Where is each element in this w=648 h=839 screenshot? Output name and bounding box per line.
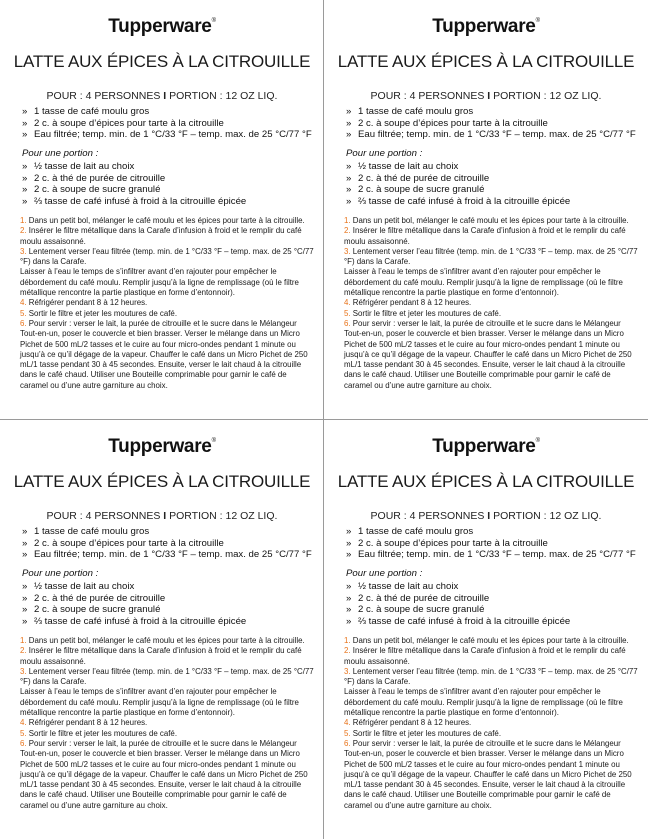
step-text: Laisser à l’eau le temps de s’infiltrer avant d’en rajouter pour empêcher le débordement du café moulu. Remplir jusqu’à la ligne de remplissage (où le filtre métallique rencontre la partie plastique en forme d’entonnoir). bbox=[344, 267, 623, 298]
step bbox=[20, 309, 316, 319]
step-number: 4. bbox=[20, 718, 27, 728]
step-text: Insérer le filtre métallique dans la Carafe d’infusion à froid et le remplir du café moulu assaisonné. bbox=[344, 226, 626, 246]
portion-ingredient-list bbox=[346, 581, 638, 627]
ingredient-item: » Eau filtrée; temp. min. de 1 °C/33 °F – temp. max. de 25 °C/77 °F bbox=[22, 129, 314, 141]
step bbox=[344, 267, 640, 298]
serving-info bbox=[0, 90, 324, 102]
step bbox=[20, 718, 316, 728]
portion-label: Pour une portion : bbox=[22, 568, 99, 579]
portion-ingredient-item: » ½ tasse de lait au choix bbox=[22, 581, 314, 593]
portion-size-text: PORTION : 12 OZ LIQ. bbox=[169, 90, 278, 102]
step-text: Dans un petit bol, mélanger le café moulu et les épices pour tarte à la citrouille. bbox=[350, 636, 629, 645]
serving-separator: I bbox=[487, 90, 491, 102]
recipe-title: LATTE AUX ÉPICES À LA CITROUILLE bbox=[13, 472, 311, 491]
step-text: Laisser à l’eau le temps de s’infiltrer avant d’en rajouter pour empêcher le débordement du café moulu. Remplir jusqu’à la ligne de remplissage (où le filtre métallique rencontre la partie plastique en forme d’entonnoir). bbox=[20, 687, 299, 718]
step-text: Lentement verser l’eau filtrée (temp. min. de 1 °C/33 °F – temp. max. de 25 °C/77 °F) dans la Carafe. bbox=[20, 666, 314, 687]
step bbox=[20, 729, 316, 739]
portion-ingredient-item: » 2 c. à soupe de sucre granulé bbox=[22, 604, 314, 616]
ingredient-list bbox=[346, 526, 638, 561]
step bbox=[344, 636, 640, 646]
instruction-steps bbox=[344, 636, 640, 811]
portion-ingredient-item: » 2 c. à thé de purée de citrouille bbox=[22, 593, 314, 605]
ingredient-item: » Eau filtrée; temp. min. de 1 °C/33 °F – temp. max. de 25 °C/77 °F bbox=[346, 549, 638, 561]
brand-logo: Tupperware® bbox=[432, 436, 540, 457]
step bbox=[344, 319, 640, 391]
step-number: 5. bbox=[344, 728, 351, 738]
step-text: Dans un petit bol, mélanger le café moulu et les épices pour tarte à la citrouille. bbox=[26, 636, 305, 645]
portion-ingredient-list bbox=[22, 581, 314, 627]
step bbox=[20, 267, 316, 298]
ingredient-item: » 2 c. à soupe d’épices pour tarte à la citrouille bbox=[346, 538, 638, 550]
portion-size-text: PORTION : 12 OZ LIQ. bbox=[169, 510, 278, 522]
portion-ingredient-item: » ½ tasse de lait au choix bbox=[22, 161, 314, 173]
step-number: 4. bbox=[344, 718, 351, 728]
step-number: 3. bbox=[344, 666, 351, 676]
step-text: Laisser à l’eau le temps de s’infiltrer avant d’en rajouter pour empêcher le débordement du café moulu. Remplir jusqu’à la ligne de remplissage (où le filtre métallique rencontre la partie plastique en forme d’entonnoir). bbox=[20, 267, 299, 298]
recipe-card bbox=[324, 0, 648, 419]
step-number: 6. bbox=[344, 738, 351, 748]
step bbox=[344, 226, 640, 247]
ingredient-item: » 2 c. à soupe d’épices pour tarte à la citrouille bbox=[22, 538, 314, 550]
step-text: Laisser à l’eau le temps de s’infiltrer avant d’en rajouter pour empêcher le débordement du café moulu. Remplir jusqu’à la ligne de remplissage (où le filtre métallique rencontre la partie plastique en forme d’entonnoir). bbox=[344, 687, 623, 718]
step bbox=[20, 667, 316, 688]
step bbox=[20, 216, 316, 226]
step bbox=[20, 687, 316, 718]
portion-label: Pour une portion : bbox=[22, 148, 99, 159]
step bbox=[344, 729, 640, 739]
portion-ingredient-item: » 2 c. à thé de purée de citrouille bbox=[346, 173, 638, 185]
portion-label: Pour une portion : bbox=[346, 148, 423, 159]
step-number: 1. bbox=[344, 636, 351, 645]
step-text: Pour servir : verser le lait, la purée de citrouille et le sucre dans le Mélangeur Tout-en-un, poser le couvercle et bien brasser. Verser le mélange dans un Micro Pichet de 500 mL/2 tasses et le cuire au four micro-ondes pendant 1 minute ou jusqu’à ce qu’il dégage de la vapeur. Chauffer le café dans un Micro Pichet de 250 mL/1 tasse pendant 30 à 45 secondes. Ensuite, verser le lait chaud à la citrouille dans le café chaud. Utiliser une Bouteille comprimable pour garnir le café de caramel ou d’une autre garniture au choix. bbox=[344, 318, 632, 390]
serving-info bbox=[324, 90, 648, 102]
step-number: 5. bbox=[20, 728, 27, 738]
portion-ingredient-item: » ⅔ tasse de café infusé à froid à la citrouille épicée bbox=[346, 616, 638, 628]
step bbox=[20, 646, 316, 667]
ingredient-item: » 1 tasse de café moulu gros bbox=[346, 526, 638, 538]
servings-text: POUR : 4 PERSONNES bbox=[46, 510, 161, 522]
step-number: 1. bbox=[20, 636, 27, 645]
step bbox=[344, 247, 640, 268]
portion-ingredient-list bbox=[346, 161, 638, 207]
portion-ingredient-item: » 2 c. à soupe de sucre granulé bbox=[346, 604, 638, 616]
step-text: Réfrigérer pendant 8 à 12 heures. bbox=[26, 718, 148, 728]
servings-text: POUR : 4 PERSONNES bbox=[370, 90, 485, 102]
step bbox=[344, 309, 640, 319]
step-text: Sortir le filtre et jeter les moutures de café. bbox=[350, 728, 502, 738]
step-number: 6. bbox=[344, 318, 351, 328]
step-text: Lentement verser l’eau filtrée (temp. min. de 1 °C/33 °F – temp. max. de 25 °C/77 °F) dans la Carafe. bbox=[344, 246, 638, 267]
recipe-card bbox=[324, 420, 648, 839]
step-number: 2. bbox=[344, 226, 351, 236]
portion-ingredient-item: » ⅔ tasse de café infusé à froid à la citrouille épicée bbox=[346, 196, 638, 208]
step-text: Réfrigérer pendant 8 à 12 heures. bbox=[26, 298, 148, 308]
step bbox=[344, 216, 640, 226]
portion-ingredient-item: » 2 c. à thé de purée de citrouille bbox=[346, 593, 638, 605]
step-text: Dans un petit bol, mélanger le café moulu et les épices pour tarte à la citrouille. bbox=[26, 216, 305, 225]
step-text: Lentement verser l’eau filtrée (temp. min. de 1 °C/33 °F – temp. max. de 25 °C/77 °F) dans la Carafe. bbox=[20, 246, 314, 267]
step-number: 3. bbox=[20, 666, 27, 676]
step-number: 4. bbox=[20, 298, 27, 308]
step bbox=[20, 226, 316, 247]
step-text: Sortir le filtre et jeter les moutures de café. bbox=[350, 308, 502, 318]
step-text: Insérer le filtre métallique dans la Carafe d’infusion à froid et le remplir du café moulu assaisonné. bbox=[20, 646, 302, 666]
ingredient-item: » Eau filtrée; temp. min. de 1 °C/33 °F – temp. max. de 25 °C/77 °F bbox=[346, 129, 638, 141]
portion-ingredient-item: » 2 c. à thé de purée de citrouille bbox=[22, 173, 314, 185]
step bbox=[344, 646, 640, 667]
serving-separator: I bbox=[163, 510, 167, 522]
portion-ingredient-item: » ⅔ tasse de café infusé à froid à la citrouille épicée bbox=[22, 616, 314, 628]
step-text: Insérer le filtre métallique dans la Carafe d’infusion à froid et le remplir du café moulu assaisonné. bbox=[20, 226, 302, 246]
recipe-title: LATTE AUX ÉPICES À LA CITROUILLE bbox=[337, 52, 635, 71]
serving-separator: I bbox=[163, 90, 167, 102]
brand-logo: Tupperware® bbox=[432, 16, 540, 37]
portion-ingredient-item: » ⅔ tasse de café infusé à froid à la citrouille épicée bbox=[22, 196, 314, 208]
step-text: Sortir le filtre et jeter les moutures de café. bbox=[26, 308, 178, 318]
step-text: Réfrigérer pendant 8 à 12 heures. bbox=[350, 298, 472, 308]
portion-ingredient-item: » ½ tasse de lait au choix bbox=[346, 581, 638, 593]
step-text: Pour servir : verser le lait, la purée de citrouille et le sucre dans le Mélangeur Tout-en-un, poser le couvercle et bien brasser. Verser le mélange dans un Micro Pichet de 500 mL/2 tasses et le cuire au four micro-ondes pendant 1 minute ou jusqu’à ce qu’il dégage de la vapeur. Chauffer le café dans un Micro Pichet de 250 mL/1 tasse pendant 30 à 45 secondes. Ensuite, verser le lait chaud à la citrouille dans le café chaud. Utiliser une Bouteille comprimable pour garnir le café de caramel ou d’une autre garniture au choix. bbox=[20, 738, 308, 810]
portion-ingredient-item: » ½ tasse de lait au choix bbox=[346, 161, 638, 173]
brand-logo: Tupperware® bbox=[108, 436, 216, 457]
recipe-title: LATTE AUX ÉPICES À LA CITROUILLE bbox=[337, 472, 635, 491]
step bbox=[20, 298, 316, 308]
step-text: Réfrigérer pendant 8 à 12 heures. bbox=[350, 718, 472, 728]
ingredient-list bbox=[346, 106, 638, 141]
step-number: 2. bbox=[344, 646, 351, 656]
ingredient-item: » 2 c. à soupe d’épices pour tarte à la citrouille bbox=[22, 118, 314, 130]
step bbox=[344, 718, 640, 728]
brand-logo: Tupperware® bbox=[108, 16, 216, 37]
step bbox=[20, 636, 316, 646]
step-number: 6. bbox=[20, 318, 27, 328]
step-number: 2. bbox=[20, 646, 27, 656]
ingredient-item: » Eau filtrée; temp. min. de 1 °C/33 °F – temp. max. de 25 °C/77 °F bbox=[22, 549, 314, 561]
step-number: 1. bbox=[344, 216, 351, 225]
portion-size-text: PORTION : 12 OZ LIQ. bbox=[493, 90, 602, 102]
serving-info bbox=[324, 510, 648, 522]
portion-ingredient-list bbox=[22, 161, 314, 207]
ingredient-item: » 1 tasse de café moulu gros bbox=[346, 106, 638, 118]
step bbox=[20, 319, 316, 391]
step-text: Pour servir : verser le lait, la purée de citrouille et le sucre dans le Mélangeur Tout-en-un, poser le couvercle et bien brasser. Verser le mélange dans un Micro Pichet de 500 mL/2 tasses et le cuire au four micro-ondes pendant 1 minute ou jusqu’à ce qu’il dégage de la vapeur. Chauffer le café dans un Micro Pichet de 250 mL/1 tasse pendant 30 à 45 secondes. Ensuite, verser le lait chaud à la citrouille dans le café chaud. Utiliser une Bouteille comprimable pour garnir le café de caramel ou d’une autre garniture au choix. bbox=[20, 318, 308, 390]
step-text: Pour servir : verser le lait, la purée de citrouille et le sucre dans le Mélangeur Tout-en-un, poser le couvercle et bien brasser. Verser le mélange dans un Micro Pichet de 500 mL/2 tasses et le cuire au four micro-ondes pendant 1 minute ou jusqu’à ce qu’il dégage de la vapeur. Chauffer le café dans un Micro Pichet de 250 mL/1 tasse pendant 30 à 45 secondes. Ensuite, verser le lait chaud à la citrouille dans le café chaud. Utiliser une Bouteille comprimable pour garnir le café de caramel ou d’une autre garniture au choix. bbox=[344, 738, 632, 810]
ingredient-item: » 1 tasse de café moulu gros bbox=[22, 106, 314, 118]
instruction-steps bbox=[344, 216, 640, 391]
step-number: 5. bbox=[344, 308, 351, 318]
portion-ingredient-item: » 2 c. à soupe de sucre granulé bbox=[22, 184, 314, 196]
step bbox=[344, 687, 640, 718]
step-text: Dans un petit bol, mélanger le café moulu et les épices pour tarte à la citrouille. bbox=[350, 216, 629, 225]
servings-text: POUR : 4 PERSONNES bbox=[370, 510, 485, 522]
recipe-card bbox=[0, 420, 324, 839]
step bbox=[20, 247, 316, 268]
step-number: 6. bbox=[20, 738, 27, 748]
recipe-title: LATTE AUX ÉPICES À LA CITROUILLE bbox=[13, 52, 311, 71]
step-number: 3. bbox=[344, 246, 351, 256]
ingredient-list bbox=[22, 526, 314, 561]
recipe-card bbox=[0, 0, 324, 419]
portion-size-text: PORTION : 12 OZ LIQ. bbox=[493, 510, 602, 522]
instruction-steps bbox=[20, 636, 316, 811]
step bbox=[20, 739, 316, 811]
step-number: 4. bbox=[344, 298, 351, 308]
portion-ingredient-item: » 2 c. à soupe de sucre granulé bbox=[346, 184, 638, 196]
step-text: Sortir le filtre et jeter les moutures de café. bbox=[26, 728, 178, 738]
portion-label: Pour une portion : bbox=[346, 568, 423, 579]
step bbox=[344, 739, 640, 811]
step-number: 5. bbox=[20, 308, 27, 318]
step-text: Lentement verser l’eau filtrée (temp. min. de 1 °C/33 °F – temp. max. de 25 °C/77 °F) dans la Carafe. bbox=[344, 666, 638, 687]
ingredient-list bbox=[22, 106, 314, 141]
ingredient-item: » 1 tasse de café moulu gros bbox=[22, 526, 314, 538]
serving-info bbox=[0, 510, 324, 522]
step-number: 2. bbox=[20, 226, 27, 236]
step bbox=[344, 667, 640, 688]
step-text: Insérer le filtre métallique dans la Carafe d’infusion à froid et le remplir du café moulu assaisonné. bbox=[344, 646, 626, 666]
serving-separator: I bbox=[487, 510, 491, 522]
step bbox=[344, 298, 640, 308]
ingredient-item: » 2 c. à soupe d’épices pour tarte à la citrouille bbox=[346, 118, 638, 130]
step-number: 1. bbox=[20, 216, 27, 225]
step-number: 3. bbox=[20, 246, 27, 256]
servings-text: POUR : 4 PERSONNES bbox=[46, 90, 161, 102]
instruction-steps bbox=[20, 216, 316, 391]
